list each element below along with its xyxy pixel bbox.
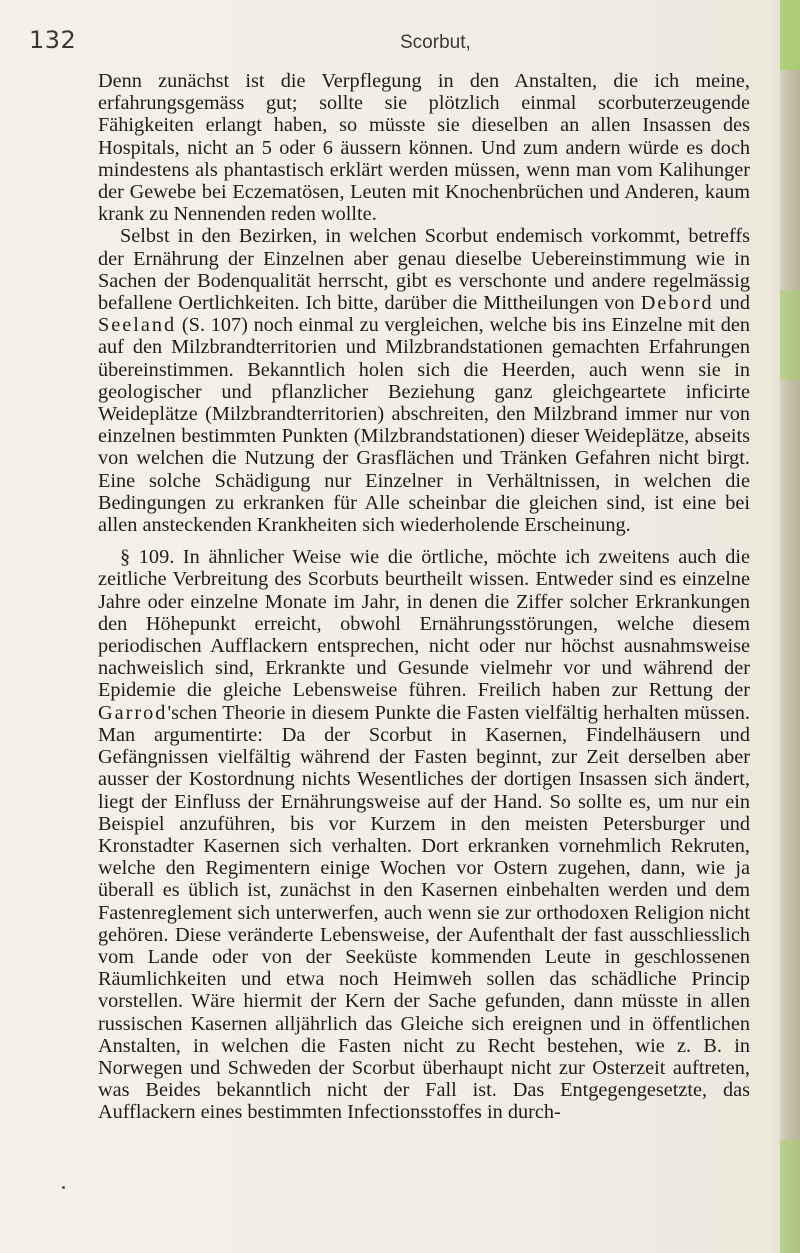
margin-speck [62,1186,65,1189]
text-segment: (S. 107) noch einmal zu vergleichen, welche bis ins Einzelne mit den auf den Milzbrandterritorien und Milzbrandstationen gemachten Erfahrungen übereinstimmen. Bekanntlich holen sich die Heerden, auch wenn sie in geologischer und pflanzlicher Beziehung ganz gleichgeartete inficirte Weideplätze (Milzbrandterritorien) abschreiten, den Milzbrand immer nur von einzelnen bestimmten Punkten (Milzbrandstationen) dieser Weideplätze, abseits von welchen die Nutzung der Grasflächen und Tränken Gefahren nicht birgt. Eine solche Schädigung nur Einzelner in Verhältnissen, in welchen die Bedingungen zu erkranken für Alle scheinbar die gleichen sind, ist eine bei allen ansteckenden Krankheiten sich wiederholende Erscheinung. [98,314,750,537]
page-edge-tab [780,290,800,380]
paragraph [98,225,750,536]
spaced-name: Debord [640,292,714,315]
body-text [98,70,750,1124]
page-header [0,26,800,56]
page-edge-spine [780,0,800,1253]
paragraph [98,70,750,225]
spaced-name: Seeland [98,314,177,337]
page-number: 132 [29,26,77,54]
text-segment: 'schen Theorie in diesem Punkte die Fasten vielfältig herhalten müssen. Man argumentirte: Da der Scorbut in Kasernen, Findelhäusern und Gefängnissen vielfältig während der Fasten beginnt, zur Zeit derselben aber ausser der Kostordnung nichts Wesentliches der dortigen Insassen sich ändert, liegt der Einfluss der Ernährungsweise auf der Hand. So sollte es, um nur ein Beispiel anzuführen, bis vor Kurzem in den meisten Petersburger und Kronstadter Kasernen sich verhalten. Dort erkranken vornehmlich Rekruten, welche den Regimentern einige Wochen vor Ostern zugehen, dann, wie ja überall es üblich ist, zunächst in den Kasernen einbehalten werden und dem Fastenreglement sich unterwerfen, auch wenn sie zur orthodoxen Religion nicht gehören. Diese veränderte Lebensweise, der Aufenthalt der fast ausschliesslich vom Lande oder von der Seeküste kommenden Leute in geschlossenen Räumlichkeiten und etwa noch Heimweh sollen das schädliche Princip vorstellen. Wäre hiermit der Kern der Sache gefunden, dann müsste in allen russischen Kasernen alljährlich das Gleiche sich ereignen und in öffentlichen Anstalten, in welchen die Fasten nicht zu Recht bestehen, wie z. B. in Norwegen und Schweden der Scorbut überhaupt nicht zur Osterzeit auftreten, was Beides bekanntlich nicht der Fall ist. Das Entgegengesetzte, das Aufflackern eines bestimmten Infectionsstoffes in durch- [98,701,750,1124]
section-paragraph [98,546,750,1123]
text-segment: Selbst in den Bezirken, in welchen Scorbut endemisch vorkommt, betreffs der Ernährung der Einzelnen aber genau dieselbe Uebereinstimmung wie in Sachen der Bodenqualität herrscht, gibt es verschonte und andere regelmässig befallene Oertlichkeiten. Ich bitte, darüber die Mittheilungen von [98,225,750,315]
spaced-name: Garrod [98,701,168,724]
text-segment: Denn zunächst ist die Verpflegung in den Anstalten, die ich meine, erfahrungsgemäss gut; sollte sie plötzlich einmal scorbuterzeugende Fähigkeiten erlangt haben, so müsste sie dieselben an allen Insassen des Hospitals, nicht an 5 oder 6 äussern können. Und zum andern würde es doch mindestens als phantastisch erklärt werden müssen, wenn man vom Kalihunger der Gewebe bei Eczematösen, Leuten mit Knochenbrüchen und Anderen, kaum krank zu Nennenden reden wollte. [98,70,750,226]
text-segment: § 109. In ähnlicher Weise wie die örtliche, möchte ich zweitens auch die zeitliche Verbreitung des Scorbuts beurtheilt wissen. Entweder sind es einzelne Jahre oder einzelne Monate im Jahr, in denen die Ziffer solcher Erkrankungen den Höhepunkt erreicht, obwohl Ernährungsstörungen, welche diesem periodischen Aufflackern entsprechen, nicht oder nur höchst ausnahmsweise nachweislich sind, Erkrankte und Gesunde vielmehr vor und während der Epidemie die gleiche Lebensweise führen. Freilich haben zur Rettung der [98,546,750,702]
running-head: Scorbut, [400,32,471,53]
page-edge-tab [780,1140,800,1253]
text-segment: und [713,292,750,315]
